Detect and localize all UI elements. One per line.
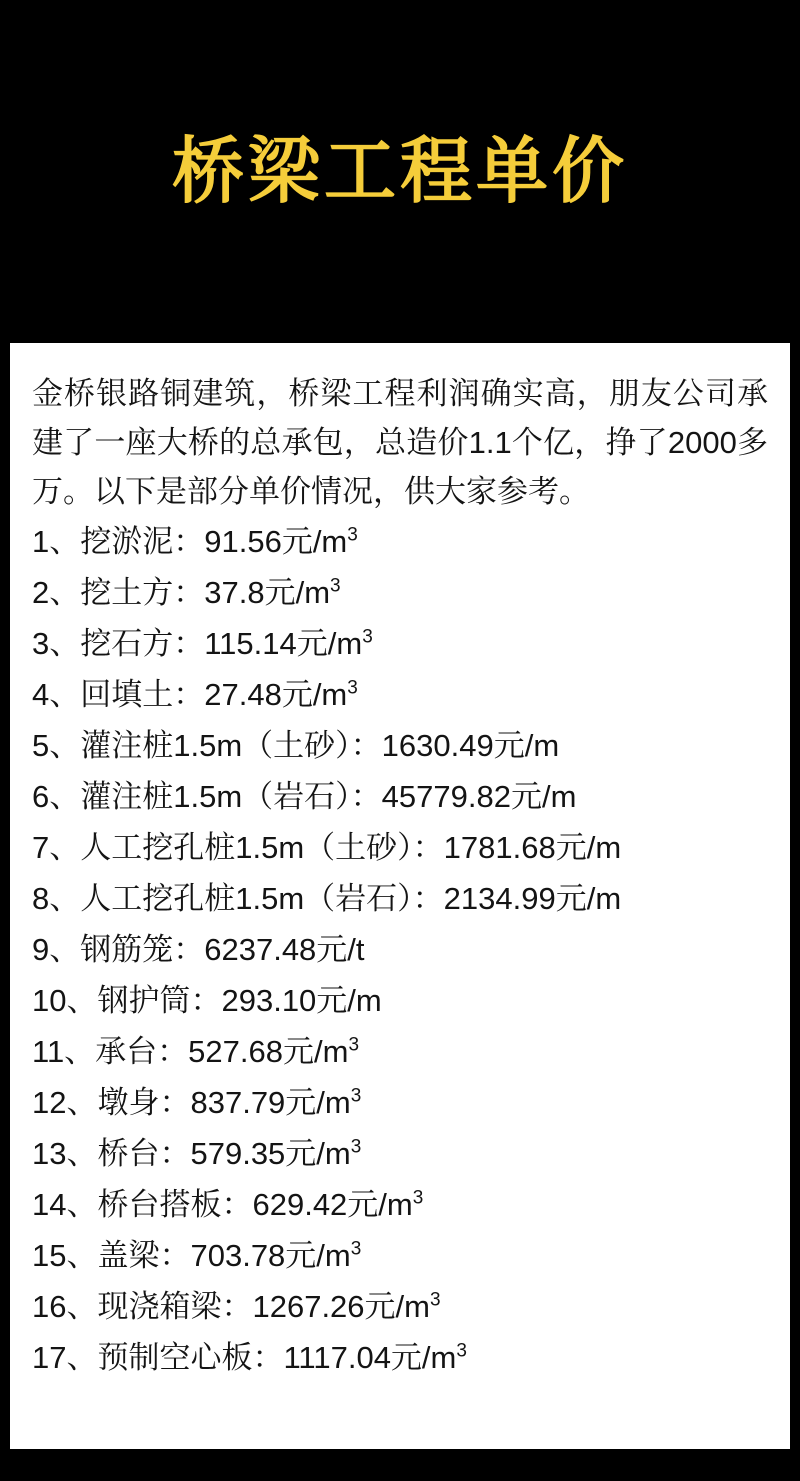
list-item-text: 5、灌注桩1.5m（土砂）：1630.49元/m xyxy=(32,728,560,763)
list-item-text: 6、灌注桩1.5m（岩石）：45779.82元/m xyxy=(32,779,577,814)
list-item xyxy=(32,1179,768,1230)
list-item xyxy=(32,771,768,822)
list-item xyxy=(32,975,768,1026)
unit-exponent: 3 xyxy=(347,524,358,546)
list-item-text: 16、现浇箱梁：1267.26元/m xyxy=(32,1289,430,1324)
price-list xyxy=(32,516,768,1383)
unit-exponent: 3 xyxy=(348,1034,360,1056)
bottom-band xyxy=(0,1449,800,1481)
list-item xyxy=(32,873,768,924)
list-item-text: 1、挖淤泥：91.56元/m xyxy=(32,524,348,559)
list-item-text: 10、钢护筒：293.10元/m xyxy=(32,983,382,1018)
title-band xyxy=(0,0,800,343)
unit-exponent: 3 xyxy=(429,1289,441,1311)
unit-exponent: 3 xyxy=(330,575,341,597)
list-item xyxy=(32,1230,768,1281)
list-item xyxy=(32,1332,768,1383)
list-item-text: 13、桥台：579.35元/m xyxy=(32,1136,351,1171)
list-item xyxy=(32,567,768,618)
unit-exponent: 3 xyxy=(456,1340,467,1362)
list-item-text: 2、挖土方：37.8元/m xyxy=(32,575,331,610)
list-item xyxy=(32,720,768,771)
list-item-text: 8、人工挖孔桩1.5m（岩石）：2134.99元/m xyxy=(32,881,622,916)
intro-paragraph: 金桥银路铜建筑，桥梁工程利润确实高，朋友公司承建了一座大桥的总承包，总造价1.1个亿，挣了2000多万。以下是部分单价情况，供大家参考。 xyxy=(32,376,768,509)
unit-exponent: 3 xyxy=(412,1187,424,1209)
page-title: 桥梁工程单价 xyxy=(171,131,628,212)
unit-exponent: 3 xyxy=(350,1085,362,1107)
list-item-text: 7、人工挖孔桩1.5m（土砂）：1781.68元/m xyxy=(32,830,622,865)
list-item-text: 9、钢筋笼：6237.48元/t xyxy=(32,932,365,967)
list-item-text: 4、回填土：27.48元/m xyxy=(32,677,348,712)
list-item-text: 3、挖石方：115.14元/m xyxy=(32,626,363,661)
list-item-text: 15、盖梁：703.78元/m xyxy=(32,1238,351,1273)
unit-exponent: 3 xyxy=(350,1136,362,1158)
content-card xyxy=(10,343,790,1449)
list-item xyxy=(32,669,768,720)
list-item xyxy=(32,924,768,975)
list-item-text: 12、墩身：837.79元/m xyxy=(32,1085,351,1120)
list-item xyxy=(32,822,768,873)
unit-exponent: 3 xyxy=(350,1238,362,1260)
list-item xyxy=(32,1077,768,1128)
list-item-text: 11、承台：527.68元/m xyxy=(32,1034,349,1069)
list-item-text: 14、桥台搭板：629.42元/m xyxy=(32,1187,413,1222)
list-item-text: 17、预制空心板：1117.04元/m xyxy=(32,1340,457,1375)
list-item xyxy=(32,1026,768,1077)
list-item xyxy=(32,1281,768,1332)
list-item xyxy=(32,516,768,567)
list-item xyxy=(32,618,768,669)
unit-exponent: 3 xyxy=(362,626,373,648)
list-item xyxy=(32,1128,768,1179)
unit-exponent: 3 xyxy=(347,677,358,699)
